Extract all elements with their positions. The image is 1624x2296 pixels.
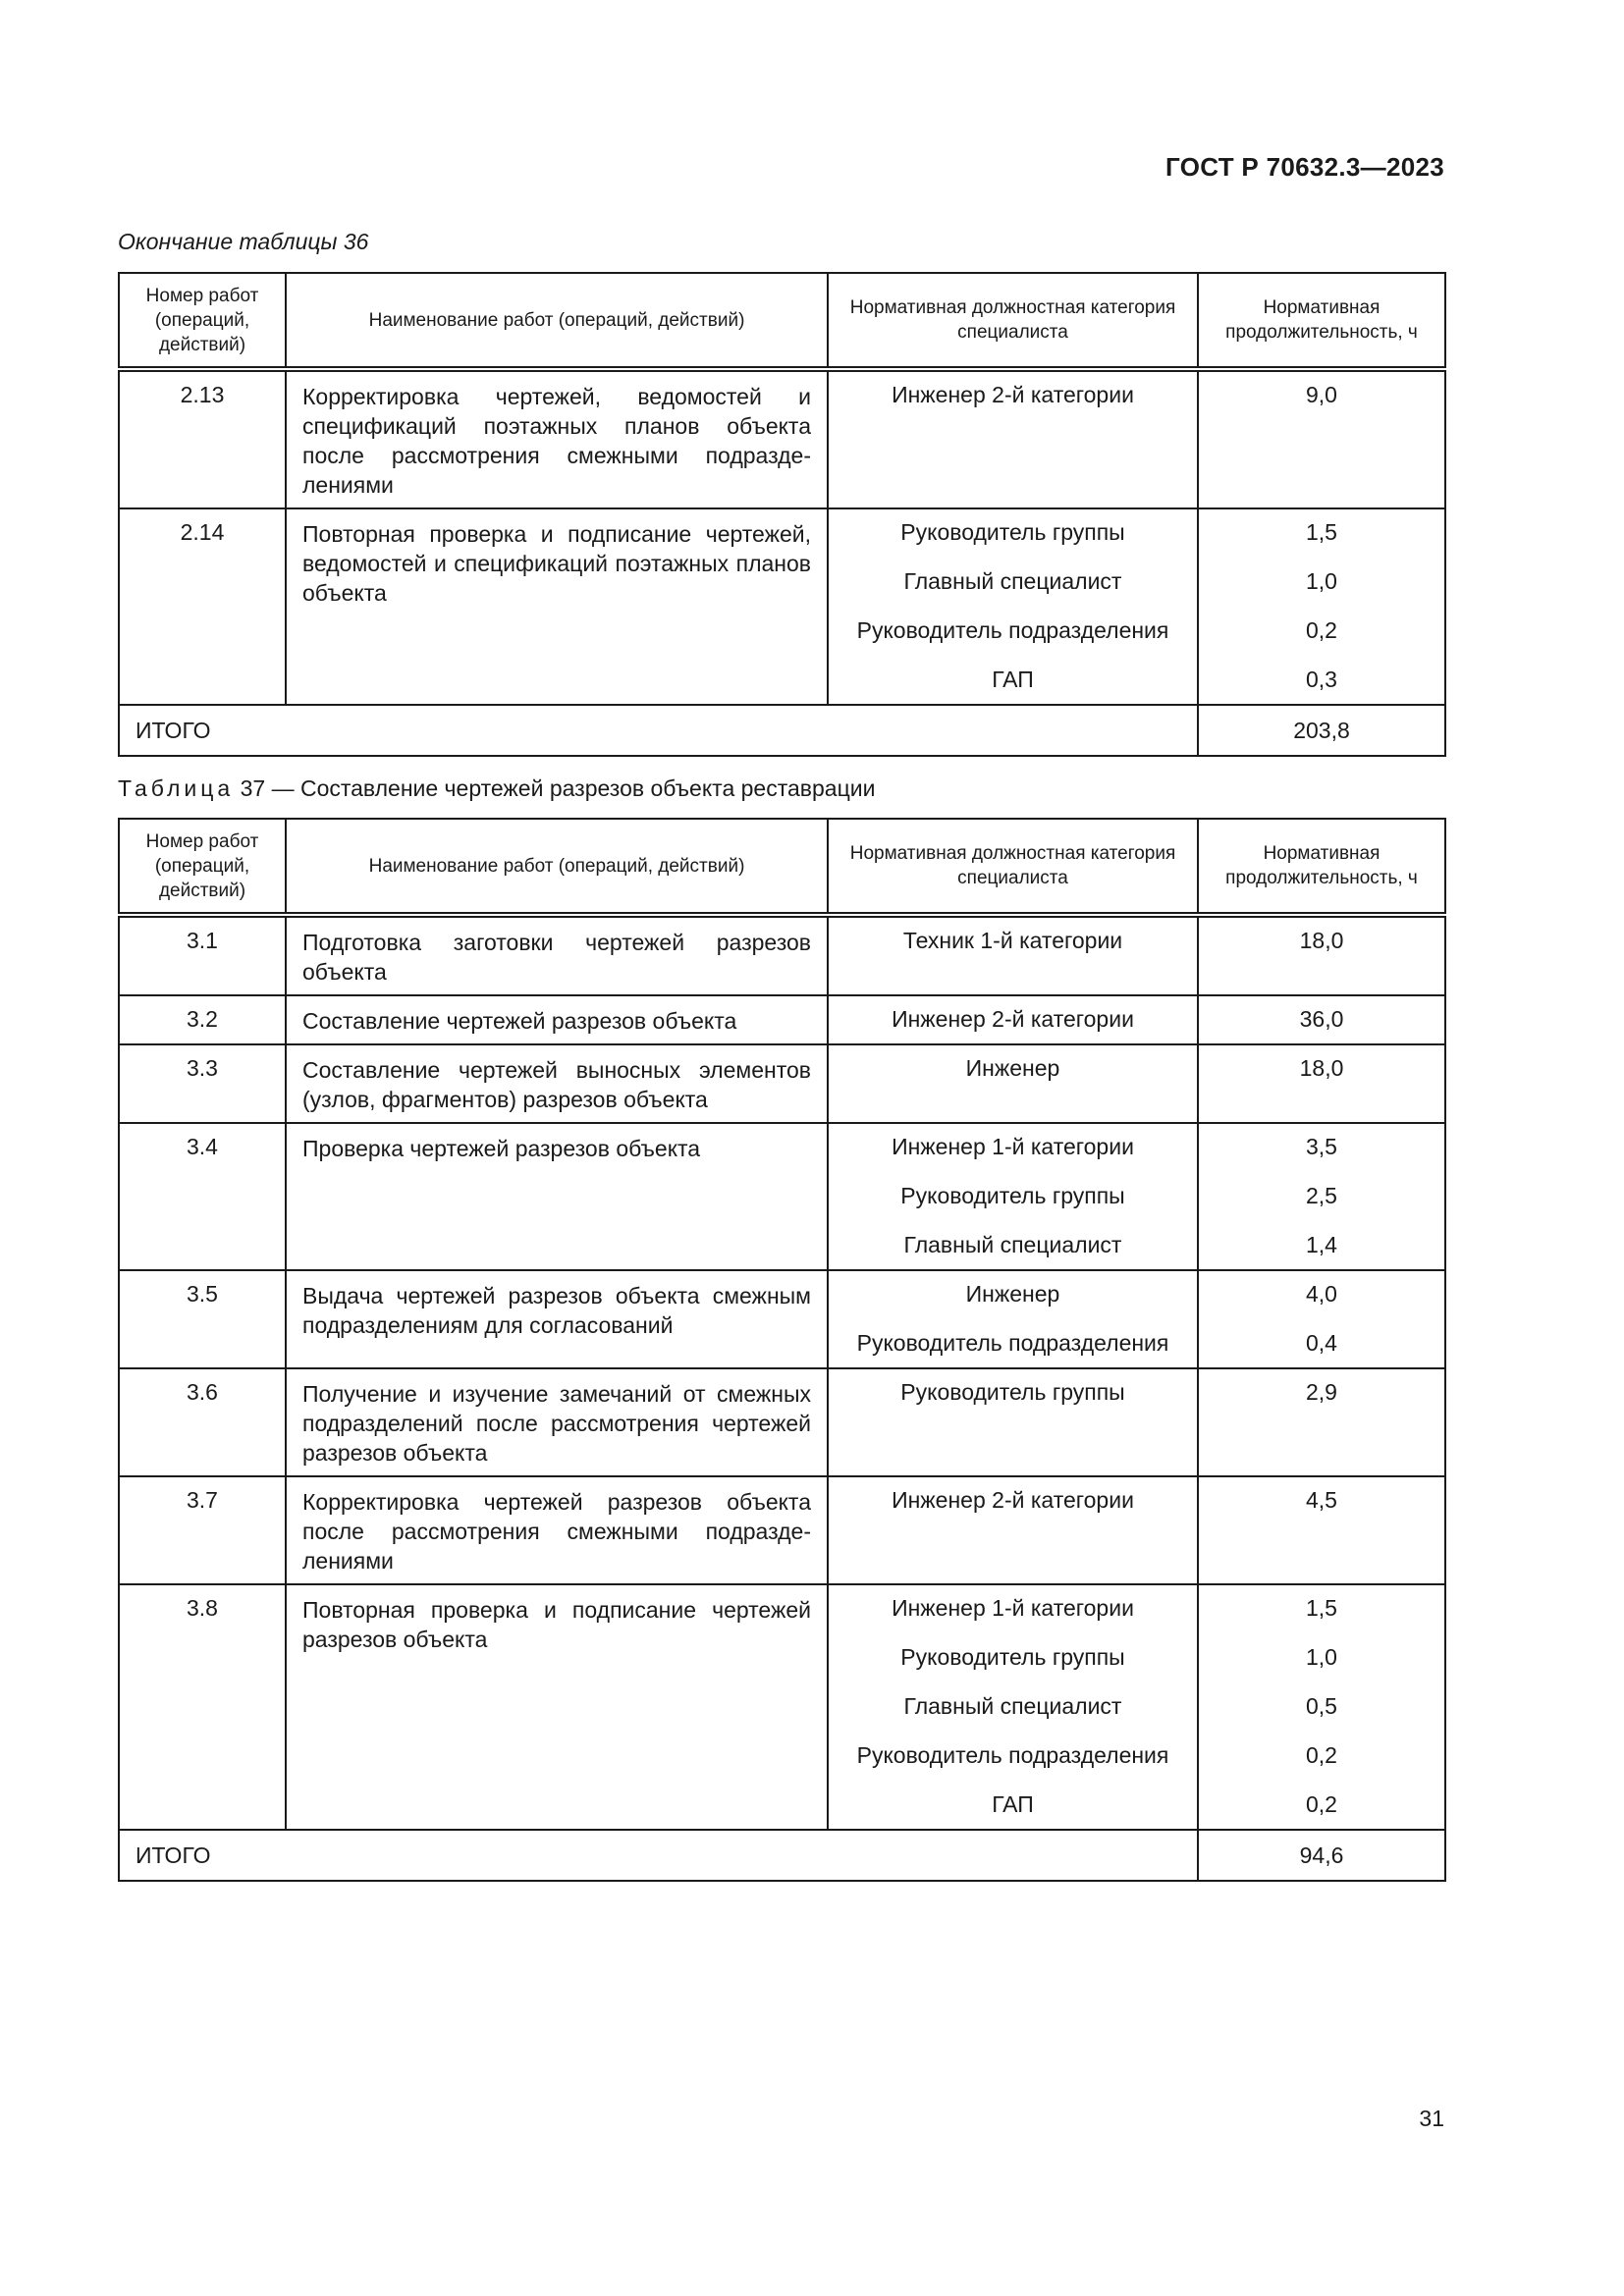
specialist-category: Инженер 2-й категории	[892, 1487, 1134, 1513]
row-number: 2.14	[119, 508, 286, 705]
duration-value: 1,0	[1306, 568, 1337, 594]
table-row	[119, 1476, 1445, 1584]
page-number: 31	[1419, 2106, 1444, 2131]
specialist-category: Руководитель подразделения	[856, 1330, 1169, 1356]
duration-value: 3,5	[1306, 1134, 1337, 1159]
duration-value: 18,0	[1299, 1055, 1344, 1081]
row-durations	[1198, 1044, 1445, 1123]
total-label: ИТОГО	[119, 705, 1198, 756]
specialist-category: Инженер 2-й категории	[892, 382, 1134, 407]
duration-value: 0,5	[1306, 1693, 1337, 1719]
row-number: 2.13	[119, 369, 286, 508]
duration-value: 0,4	[1306, 1330, 1337, 1356]
duration-value: 0,3	[1306, 667, 1337, 692]
row-work-name: Составление чертежей разрезов объекта	[286, 995, 828, 1044]
row-durations	[1198, 995, 1445, 1044]
specialist-category: Инженер 1-й категории	[892, 1595, 1134, 1621]
specialist-category: Главный специалист	[903, 1232, 1122, 1257]
column-header-duration: Нормативная продолжительность, ч	[1198, 273, 1445, 369]
row-categories	[828, 1270, 1198, 1368]
row-work-name: Подготовка заготовки чертежей разрезов объекта	[286, 915, 828, 995]
table-header-row	[119, 819, 1445, 915]
total-value: 94,6	[1198, 1830, 1445, 1881]
row-work-name: Получение и изучение замечаний от смежных подразделений после рассмотрения чертежей разрезов объекта	[286, 1368, 828, 1476]
duration-value: 18,0	[1299, 928, 1344, 953]
column-header-name: Наименование работ (операций, действий)	[286, 273, 828, 369]
row-durations	[1198, 915, 1445, 995]
table37-caption-number: 37	[240, 775, 266, 801]
row-number: 3.1	[119, 915, 286, 995]
row-categories	[828, 1044, 1198, 1123]
row-number: 3.7	[119, 1476, 286, 1584]
table37-caption-title: — Составление чертежей разрезов объекта реставрации	[271, 775, 876, 801]
table-row	[119, 1368, 1445, 1476]
specialist-category: Руководитель подразделения	[856, 1742, 1169, 1768]
row-number: 3.2	[119, 995, 286, 1044]
duration-value: 2,5	[1306, 1183, 1337, 1208]
row-durations	[1198, 508, 1445, 705]
duration-value: 1,5	[1306, 519, 1337, 545]
row-categories	[828, 369, 1198, 508]
row-number: 3.5	[119, 1270, 286, 1368]
row-categories	[828, 1584, 1198, 1830]
row-work-name: Проверка чертежей разрезов объекта	[286, 1123, 828, 1270]
row-number: 3.6	[119, 1368, 286, 1476]
duration-value: 2,9	[1306, 1379, 1337, 1405]
table-37	[118, 818, 1446, 1882]
column-header-category: Нормативная должностная категория специалиста	[828, 273, 1198, 369]
column-header-name: Наименование работ (операций, действий)	[286, 819, 828, 915]
row-categories	[828, 995, 1198, 1044]
row-categories	[828, 1476, 1198, 1584]
specialist-category: Руководитель группы	[900, 1644, 1125, 1670]
column-header-duration: Нормативная продолжительность, ч	[1198, 819, 1445, 915]
row-categories	[828, 1368, 1198, 1476]
total-value: 203,8	[1198, 705, 1445, 756]
specialist-category: ГАП	[992, 1791, 1034, 1817]
specialist-category: Инженер	[965, 1055, 1060, 1081]
duration-value: 0,2	[1306, 1791, 1337, 1817]
table-row	[119, 1270, 1445, 1368]
table-row	[119, 1584, 1445, 1830]
duration-value: 1,5	[1306, 1595, 1337, 1621]
duration-value: 4,5	[1306, 1487, 1337, 1513]
duration-value: 1,4	[1306, 1232, 1337, 1257]
specialist-category: Руководитель подразделения	[856, 617, 1169, 643]
document-code: ГОСТ Р 70632.3—2023	[1165, 152, 1444, 182]
row-durations	[1198, 1270, 1445, 1368]
total-label: ИТОГО	[119, 1830, 1198, 1881]
row-durations	[1198, 1584, 1445, 1830]
table36-continuation-label: Окончание таблицы 36	[118, 229, 369, 254]
specialist-category: Главный специалист	[903, 1693, 1122, 1719]
row-categories	[828, 915, 1198, 995]
row-number: 3.3	[119, 1044, 286, 1123]
row-durations	[1198, 369, 1445, 508]
table-header-row	[119, 273, 1445, 369]
row-work-name: Выдача чертежей разрезов объекта смежным подразделениям для согласований	[286, 1270, 828, 1368]
row-durations	[1198, 1368, 1445, 1476]
column-header-category: Нормативная должностная категория специалиста	[828, 819, 1198, 915]
duration-value: 0,2	[1306, 1742, 1337, 1768]
row-work-name: Повторная проверка и подписание чертежей, ведомостей и спецификаций поэтажных планов объекта	[286, 508, 828, 705]
table37-caption	[118, 775, 875, 802]
column-header-number: Номер работ (операций, действий)	[119, 819, 286, 915]
duration-value: 1,0	[1306, 1644, 1337, 1670]
row-durations	[1198, 1476, 1445, 1584]
row-number: 3.8	[119, 1584, 286, 1830]
table-row	[119, 508, 1445, 705]
specialist-category: ГАП	[992, 667, 1034, 692]
specialist-category: Руководитель группы	[900, 1379, 1125, 1405]
table-36	[118, 272, 1446, 757]
duration-value: 4,0	[1306, 1281, 1337, 1307]
specialist-category: Руководитель группы	[900, 519, 1125, 545]
table-row	[119, 369, 1445, 508]
table37-caption-prefix: Таблица	[118, 775, 235, 801]
specialist-category: Инженер 2-й категории	[892, 1006, 1134, 1032]
duration-value: 9,0	[1306, 382, 1337, 407]
table-row	[119, 995, 1445, 1044]
total-row	[119, 705, 1445, 756]
table-row	[119, 1044, 1445, 1123]
table-row	[119, 1123, 1445, 1270]
row-work-name: Корректировка чертежей, ведомостей и спецификаций поэтажных планов объекта после рассмотрения смежными подразделениями	[286, 369, 828, 508]
row-work-name: Составление чертежей выносных элементов (узлов, фрагментов) разрезов объекта	[286, 1044, 828, 1123]
specialist-category: Техник 1-й категории	[902, 928, 1123, 953]
row-categories	[828, 508, 1198, 705]
table-row	[119, 915, 1445, 995]
specialist-category: Главный специалист	[903, 568, 1122, 594]
row-work-name: Повторная проверка и подписание чертежей разрезов объекта	[286, 1584, 828, 1830]
row-number: 3.4	[119, 1123, 286, 1270]
total-row	[119, 1830, 1445, 1881]
specialist-category: Инженер	[965, 1281, 1060, 1307]
specialist-category: Инженер 1-й категории	[892, 1134, 1134, 1159]
row-categories	[828, 1123, 1198, 1270]
duration-value: 36,0	[1299, 1006, 1344, 1032]
duration-value: 0,2	[1306, 617, 1337, 643]
row-work-name: Корректировка чертежей разрезов объекта после рассмотрения смежными подразделениями	[286, 1476, 828, 1584]
column-header-number: Номер работ (операций, действий)	[119, 273, 286, 369]
row-durations	[1198, 1123, 1445, 1270]
specialist-category: Руководитель группы	[900, 1183, 1125, 1208]
